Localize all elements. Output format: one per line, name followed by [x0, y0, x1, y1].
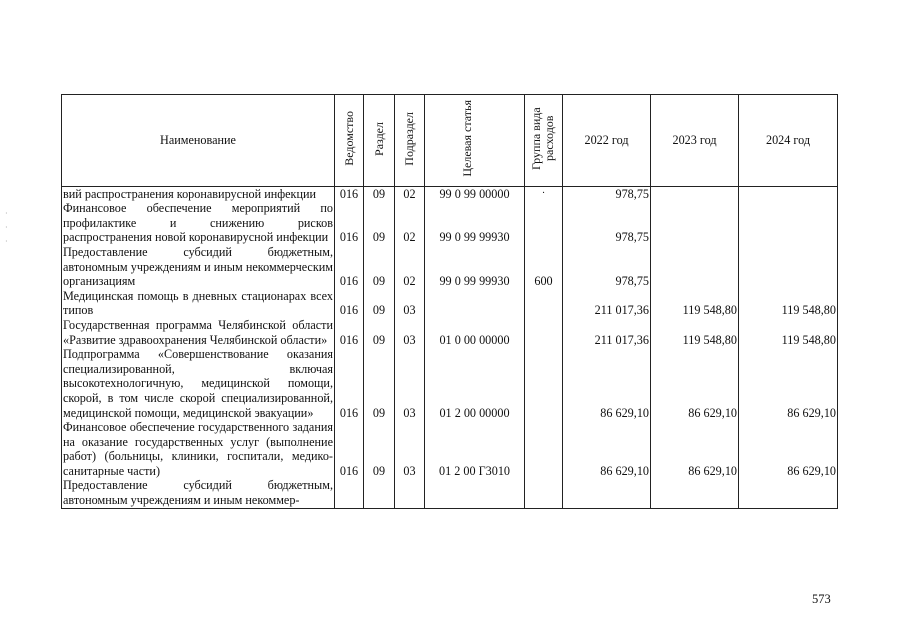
row-2024: 119 548,80: [739, 289, 838, 318]
table-row: [62, 201, 838, 245]
row-vid-rashodov: [525, 347, 563, 420]
row-vid-rashodov: [525, 289, 563, 318]
row-razdel: 09: [364, 186, 395, 201]
header-vedomstvo: Ведомство: [335, 95, 364, 187]
table-row: [62, 318, 838, 347]
row-vedomstvo: 016: [335, 201, 364, 245]
row-vedomstvo: 016: [335, 420, 364, 478]
header-year-2023: 2023 год: [651, 95, 739, 187]
row-2023: [651, 201, 739, 245]
row-celevaya-statya: 01 2 00 Г3010: [425, 420, 525, 478]
row-podrazdel: 03: [395, 318, 425, 347]
row-razdel: 09: [364, 245, 395, 289]
row-name: Финансовое обеспечение государственного задания на оказание государственных услуг (выполнение работ) (больницы, клиники, госпитали, медико-санитарные части): [63, 420, 333, 478]
table-row: [62, 245, 838, 289]
row-name: вий распространения коронавирусной инфекции: [62, 186, 335, 201]
row-podrazdel: [395, 478, 425, 508]
row-celevaya-statya: 99 0 99 99930: [425, 245, 525, 289]
row-podrazdel: 03: [395, 289, 425, 318]
row-vedomstvo: 016: [335, 318, 364, 347]
row-name: Медицинская помощь в дневных стационарах всех типов: [63, 288, 333, 318]
row-2022: 978,75: [563, 201, 651, 245]
row-vid-rashodov: [525, 478, 563, 508]
row-2023: 86 629,10: [651, 347, 739, 420]
row-name: Финансовое обеспечение мероприятий по профилактике и снижению рисков распространения новой коронавирусной инфекции: [63, 201, 333, 245]
table-row: [62, 420, 838, 478]
table-row: [62, 347, 838, 420]
row-vid-rashodov: ·: [525, 186, 563, 201]
row-razdel: 09: [364, 347, 395, 420]
row-name: Государственная программа Челябинской области «Развитие здравоохранения Челябинской области»: [63, 317, 333, 347]
row-2022: 211 017,36: [563, 318, 651, 347]
row-podrazdel: 02: [395, 186, 425, 201]
row-2024: [739, 201, 838, 245]
row-vid-rashodov: [525, 420, 563, 478]
row-celevaya-statya: 99 0 99 00000: [425, 186, 525, 201]
row-razdel: 09: [364, 318, 395, 347]
row-razdel: [364, 478, 395, 508]
row-2023: [651, 186, 739, 201]
row-name: Предоставление субсидий бюджетным, автономным учреждениям и иным некоммер-: [63, 478, 333, 508]
row-2024: [739, 245, 838, 289]
row-vid-rashodov: [525, 318, 563, 347]
row-2024: [739, 186, 838, 201]
table-row: [62, 478, 838, 508]
row-razdel: 09: [364, 289, 395, 318]
row-podrazdel: 03: [395, 347, 425, 420]
row-podrazdel: 03: [395, 420, 425, 478]
row-celevaya-statya: 01 0 00 00000: [425, 318, 525, 347]
row-vedomstvo: [335, 478, 364, 508]
row-2022: 86 629,10: [563, 347, 651, 420]
row-celevaya-statya: [425, 478, 525, 508]
header-celevaya-statya: Целевая статья: [425, 95, 525, 187]
row-name: Предоставление субсидий бюджетным, автономным учреждениям и иным некоммерческим организациям: [63, 244, 333, 289]
row-2023: 119 548,80: [651, 318, 739, 347]
row-2023: [651, 478, 739, 508]
row-razdel: 09: [364, 201, 395, 245]
header-year-2024: 2024 год: [739, 95, 838, 187]
table-row: [62, 289, 838, 318]
row-razdel: 09: [364, 420, 395, 478]
row-2022: 978,75: [563, 186, 651, 201]
row-2024: 86 629,10: [739, 420, 838, 478]
row-celevaya-statya: 99 0 99 99930: [425, 201, 525, 245]
table-row: [62, 186, 838, 201]
row-2024: [739, 478, 838, 508]
header-year-2022: 2022 год: [563, 95, 651, 187]
row-vedomstvo: 016: [335, 186, 364, 201]
scan-edge-marks: · · ·: [5, 209, 8, 246]
page-number: 573: [812, 592, 831, 606]
row-2023: 86 629,10: [651, 420, 739, 478]
budget-table-sheet: [61, 94, 837, 580]
row-podrazdel: 02: [395, 201, 425, 245]
row-2023: [651, 245, 739, 289]
row-2022: [563, 478, 651, 508]
row-2023: 119 548,80: [651, 289, 739, 318]
header-podrazdel: Подраздел: [395, 95, 425, 187]
row-vid-rashodov: 600: [525, 245, 563, 289]
header-name: Наименование: [62, 95, 335, 187]
row-vedomstvo: 016: [335, 245, 364, 289]
row-2022: 86 629,10: [563, 420, 651, 478]
row-2022: 978,75: [563, 245, 651, 289]
table-header-row: [62, 95, 838, 187]
row-vedomstvo: 016: [335, 289, 364, 318]
row-vid-rashodov: [525, 201, 563, 245]
row-2024: 86 629,10: [739, 347, 838, 420]
budget-table: [61, 94, 838, 509]
row-celevaya-statya: [425, 289, 525, 318]
row-podrazdel: 02: [395, 245, 425, 289]
row-2024: 119 548,80: [739, 318, 838, 347]
header-razdel: Раздел: [364, 95, 395, 187]
row-name: Подпрограмма «Совершенствование оказания специализированной, включая высокотехнологичную, медицинской помощи, скорой, в том числе скорой специализированной, медицинской помощи, медицинской эвакуации»: [63, 347, 333, 420]
row-celevaya-statya: 01 2 00 00000: [425, 347, 525, 420]
header-gruppa-vida-rashodov: Группа вида расходов: [525, 95, 563, 187]
row-2022: 211 017,36: [563, 289, 651, 318]
row-vedomstvo: 016: [335, 347, 364, 420]
